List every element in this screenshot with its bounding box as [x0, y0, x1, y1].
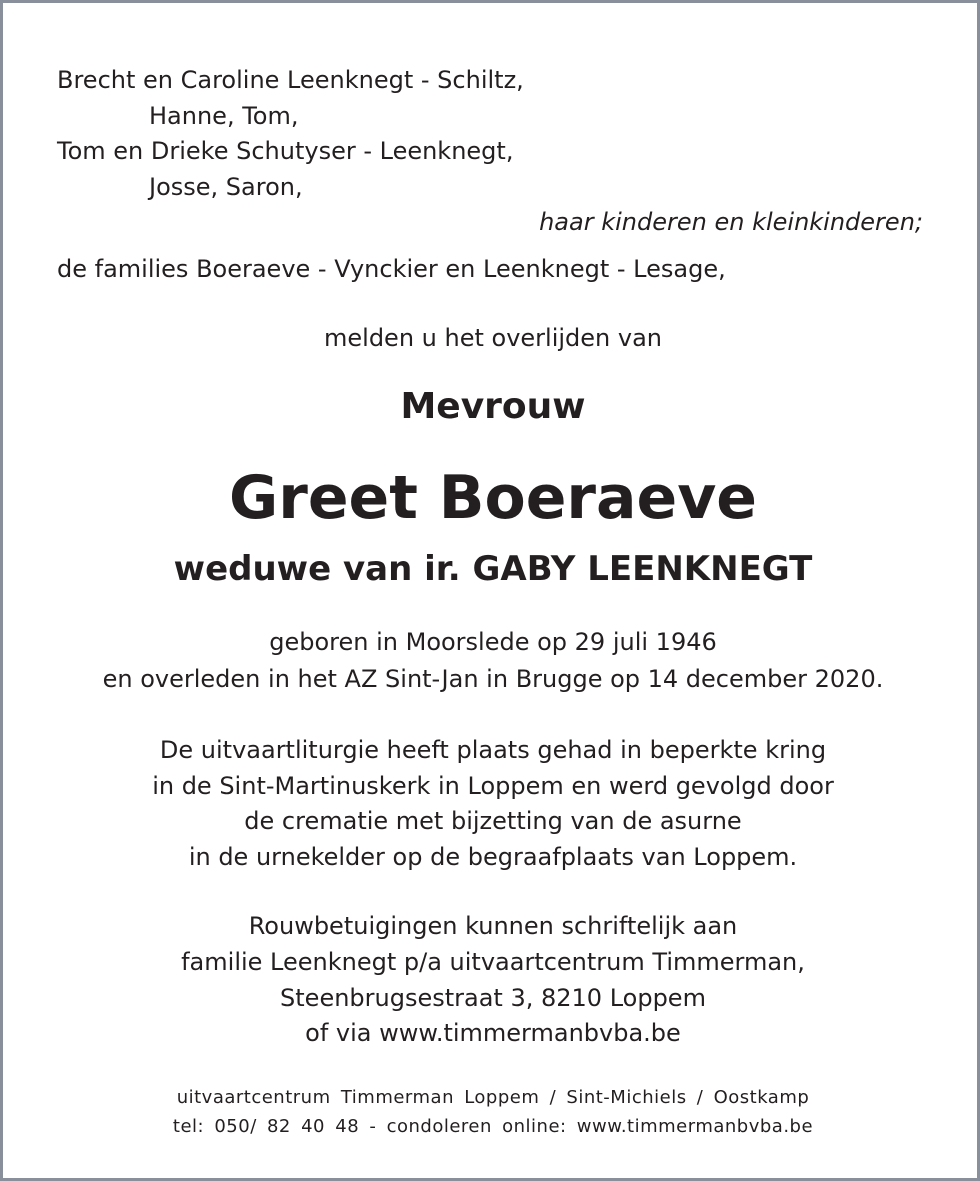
family-line-1: Brecht en Caroline Leenknegt - Schiltz, [57, 66, 524, 94]
born-line: geboren in Moorslede op 29 juli 1946 [269, 628, 717, 656]
condolences-line-2: familie Leenknegt p/a uitvaartcentrum Timmerman, [181, 948, 805, 976]
deceased-name: Greet Boeraeve [228, 463, 758, 533]
widow-of: weduwe van ir. GABY LEENKNEGT [173, 549, 813, 589]
family-line-3: Tom en Drieke Schutyser - Leenknegt, [57, 137, 514, 165]
family-line-2: Hanne, Tom, [149, 102, 299, 130]
liturgy-line-1: De uitvaartliturgie heeft plaats gehad in beperkte kring [159, 736, 827, 764]
family-line-4: Josse, Saron, [149, 173, 303, 201]
condolences-line-1: Rouwbetuigingen kunnen schriftelijk aan [248, 912, 738, 940]
footer-line-1: uitvaartcentrum Timmerman Loppem / Sint-Michiels / Oostkamp [176, 1087, 810, 1108]
liturgy-line-2: in de Sint-Martinuskerk in Loppem en werd gevolgd door [152, 772, 834, 800]
condolences-line-4: of via www.timmermanbvba.be [305, 1019, 681, 1047]
liturgy-line-4: in de urnekelder op de begraafplaats van Loppem. [188, 843, 798, 871]
condolences-line-3: Steenbrugsestraat 3, 8210 Loppem [280, 984, 706, 1012]
footer-line-2: tel: 050/ 82 40 48 - condoleren online: www.timmermanbvba.be [172, 1116, 814, 1137]
announcement-intro: melden u het overlijden van [324, 324, 662, 352]
families-line: de families Boeraeve - Vynckier en Leenknegt - Lesage, [57, 255, 726, 283]
title-mevrouw: Mevrouw [400, 386, 586, 427]
family-relation: haar kinderen en kleinkinderen; [539, 208, 923, 236]
liturgy-line-3: de crematie met bijzetting van de asurne [244, 807, 742, 835]
died-line: en overleden in het AZ Sint-Jan in Brugge op 14 december 2020. [102, 665, 884, 693]
